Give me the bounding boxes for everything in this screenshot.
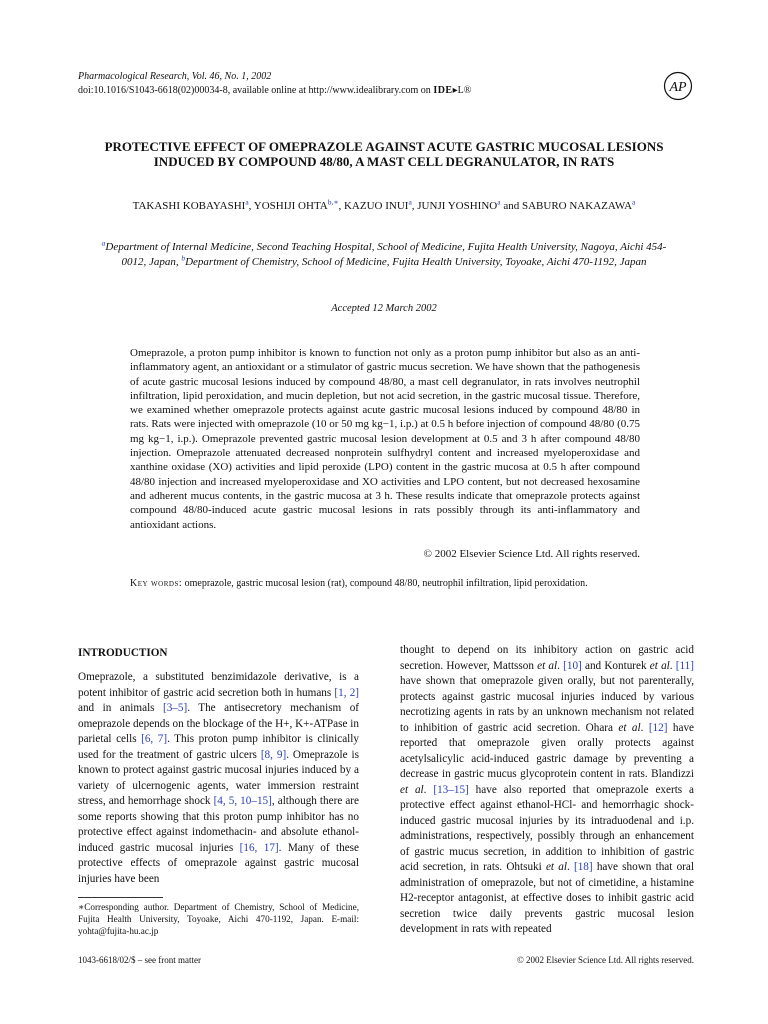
ideal-logo-mark: ▸L® [452,85,472,96]
keywords-label: Key words: [130,578,183,589]
ideal-logo: IDE [433,85,453,96]
author-affil-marker: a [408,197,412,207]
citation-link[interactable]: [3–5] [162,702,188,714]
author-name: YOSHIJI OHTA [253,200,328,212]
citation-link[interactable]: [13–15] [433,783,469,796]
author-name: JUNJI YOSHINO [417,200,498,212]
body-text: . [566,861,574,873]
citation-link[interactable]: [12] [648,721,668,734]
footer-issn: 1043-6618/02/$ – see front matter [78,955,201,965]
doi-line [78,84,471,98]
author-separator: , [248,200,254,212]
body-text: . [669,659,676,672]
italic-text: et al [400,783,424,796]
affil-b: Department of Chemistry, School of Medicine, Fujita Health University, Toyoake, Aichi 470-1192, Japan [185,256,647,268]
body-paragraph [400,643,694,938]
journal-header [78,70,471,98]
italic-text: et al [537,659,558,672]
body-text: . [423,783,434,796]
italic-text: et al [545,861,567,873]
citation-link[interactable]: [16, 17] [239,841,279,854]
author-name: SABURO NAKAZAWA [521,200,633,212]
body-text: . Many of these protective effects of omeprazole against gastric mucosal injuries have been [78,841,359,885]
footnote: ∗Corresponding author. Department of Chemistry, School of Medicine, Fujita Health University, Toyoake, Aichi 470-1192, Japan. E-mail: yohta@fujita-hu.ac.jp [78,902,359,936]
publisher-logo-text: AP [669,80,687,95]
author-affil-marker: a [245,197,249,207]
italic-text: et al [618,721,641,734]
footer-copyright: © 2002 Elsevier Science Ltd. All rights reserved. [516,955,694,965]
body-text: . [640,721,649,734]
author-affil-marker: a [497,197,501,207]
footnote-divider [78,897,163,898]
citation-link[interactable]: [18] [573,861,593,873]
keywords [130,578,640,591]
article-title: PROTECTIVE EFFECT OF OMEPRAZOLE AGAINST ACUTE GASTRIC MUCOSAL LESIONS INDUCED BY COMPOUND 48/80, A MAST CELL DEGRANULATOR, IN RATS [104,139,664,169]
body-text: thought to depend on its inhibitory action on gastric acid secretion. However, Mattsson [400,644,694,672]
body-text: have reported that omeprazole given orally protects against acetylsalicylic acid-induced gastric damage by preventing a decrease in gastric mucus glycoprotein content in rats. Blandizzi [400,721,695,780]
author-separator: and [500,200,522,212]
affil-a: Department of Internal Medicine, Second Teaching Hospital, School of Medicine, Fujita Health University, Nagoya, Aichi 454-0012, Japan, [105,241,667,268]
body-text: , although there are some reports showing that this proton pump inhibitor has no protective effect against indomethacin- and absolute ethanol-induced gastric mucosal injuries [78,795,359,854]
body-text: have also reported that omeprazole exerts a protective effect against ethanol-HCl- and hemorrhagic shock-induced gastric mucosal injuries by its intraduodenal and i.p. administrations, respectively, possibly through an enhancement of gastric mucus secretion, in addition to inhibition of gastric acid secretion, in rats. Ohtsuki [400,783,695,873]
citation-link[interactable]: [1, 2] [334,686,360,699]
body-text: . [557,659,564,672]
author-list [100,198,668,214]
citation-link[interactable]: [4, 5, 10–15] [213,795,272,807]
author-name: TAKASHI KOBAYASHI [132,200,246,212]
journal-citation: Pharmacological Research, Vol. 46, No. 1, 2002 [78,71,272,82]
author-affil-marker: b,∗ [327,197,339,207]
body-text: . The antisecretory mechanism of omeprazole depends on the blockage of the H+, K+-ATPase in parietal cells [78,702,360,745]
affil-marker-b: b [181,253,186,263]
accepted-date: Accepted 12 March 2002 [331,303,437,314]
citation-link[interactable]: [8, 9] [260,748,287,761]
body-text: have shown that oral administration of omeprazole, but not of cimetidine, a histamine H2-receptor antagonist, at effective doses to inhibit gastric acid secretion twice daily prevents gastric mucosal lesion development in rats with repeated [400,861,694,935]
doi-text: doi:10.1016/S1043-6618(02)00034-8, available online at http://www.idealibrary.com on [78,85,431,96]
body-column-left [78,670,359,887]
publisher-logo-icon [663,71,693,101]
italic-text: et al [649,659,670,672]
body-text: . Omeprazole is known to protect against gastric mucosal injuries induced by a variety of ulcernogenic agents, water immersion restraint stress, and hemorrhage shock [78,748,359,807]
body-text: and Konturek [581,659,650,672]
citation-link[interactable]: [6, 7] [141,733,168,745]
body-paragraph [78,670,359,887]
body-text: have shown that omeprazole given orally, but not parenterally, protects against gastric mucosal injuries induced by various necrotizing agents in rats by an unknown mechanism not related to inhibition of gastric acid secretion. Ohara [400,675,694,734]
body-text: . This proton pump inhibitor is clinically used for the treatment of gastric ulcers [78,733,359,761]
body-text: Omeprazole, a substituted benzimidazole derivative, is a potent inhibitor of gastric acid secretion both in humans [78,671,359,699]
citation-link[interactable]: [11] [675,659,695,672]
author-separator: , [411,200,418,212]
body-column-right [400,643,694,938]
affiliations [90,240,678,270]
abstract-copyright: © 2002 Elsevier Science Ltd. All rights reserved. [423,548,640,560]
citation-link[interactable]: [10] [563,659,582,672]
affil-marker-a: a [101,238,106,248]
abstract: Omeprazole, a proton pump inhibitor is known to function not only as a proton pump inhibitor but also as an anti-inflammatory agent, an antioxidant or a stimulator of gastric mucus secretion. We have shown that the pathogenesis of acute gastric mucosal lesions induced by compound 48/80, a mast cell degranulator, in rats involves neutrophil infiltration, lipid peroxidation, and mucin depletion, but not acid secretion, in the gastric mucosal tissue. Therefore, we examined whether omeprazole protects against acute gastric mucosal lesions induced by compound 48/80 in rats. Rats were injected with omeprazole (10 or 50 mg kg−1, i.p.) at 0.5 h before injection of compound 48/80 (0.75 mg kg−1, i.p.). Omeprazole prevented gastric mucosal lesion development at 0.5 and 3 h after compound 48/80 injection. Omeprazole attenuated decreased nonprotein sulfhydryl content and increased myeloperoxidase and xanthine oxidase (XO) activities and lipid peroxide (LPO) content in the gastric mucosa at 0.5 h after compound 48/80 injection and increased myeloperoxidase and XO activities and LPO content, but not decreased hexosamine and adherent mucus contents, in the gastric mucosa at 3 h. These results indicate that omeprazole protects against compound 48/80-induced acute gastric mucosal lesions in rats possibly through its anti-inflammatory and antioxidant actions. [130,347,640,531]
author-name: KAZUO INUI [343,200,409,212]
body-text: and in animals [78,702,163,714]
section-heading: INTRODUCTION [78,647,168,659]
keywords-text: omeprazole, gastric mucosal lesion (rat), compound 48/80, neutrophil infiltration, lipid peroxidation. [182,578,588,589]
author-affil-marker: a [632,197,636,207]
author-separator: , [338,200,344,212]
